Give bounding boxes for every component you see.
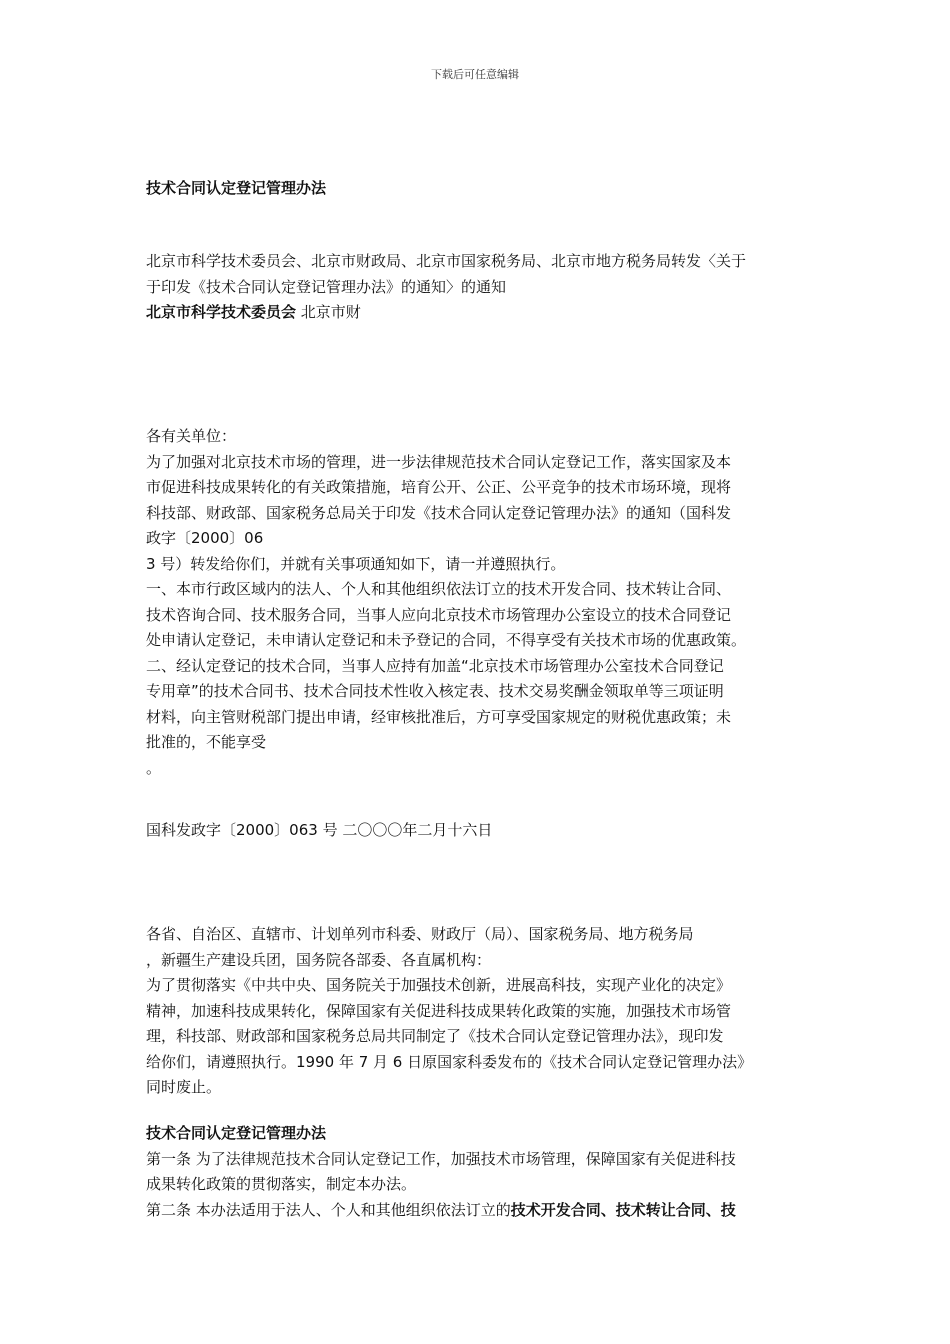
notice-body-line: 材料，向主管财税部门提出申请，经审核批准后，方可享受国家规定的财税优惠政策；未 <box>146 707 732 726</box>
notice-body-line: 政字〔2000〕06 <box>146 529 264 547</box>
notice-body-line: 市促进科技成果转化的有关政策措施，培育公开、公正、公平竞争的技术市场环境，现将 <box>146 478 732 496</box>
notice-body-line: 各有关单位： <box>146 427 237 445</box>
ministry-line: ，新疆生产建设兵团，国务院各部委、各直属机构： <box>146 950 492 969</box>
issuer-rest: 北京市财 <box>296 303 361 321</box>
notice-line: 北京市科学技术委员会、北京市财政局、北京市国家税务局、北京市地方税务局转发〈关于 <box>146 252 747 270</box>
notice-body-line: 为了加强对北京技术市场的管理，进一步法律规范技术合同认定登记工作，落实国家及本 <box>146 452 732 471</box>
document-number: 国科发政字〔2000〕063 号 二〇〇〇年二月十六日 <box>146 821 493 839</box>
notice-body-line: 技术咨询合同、技术服务合同，当事人应向北京技术市场管理办公室设立的技术合同登记 <box>146 605 732 624</box>
notice-body-line: 二、经认定登记的技术合同，当事人应持有加盖“北京技术市场管理办公室技术合同登记 <box>146 656 724 675</box>
article-line <box>146 1198 810 1224</box>
forwarding-notice <box>146 424 810 781</box>
notice-body-line: 。 <box>146 758 162 777</box>
page-header: 下载后可任意编辑 <box>431 68 519 81</box>
ministry-line: 给你们，请遵照执行。1990 年 7 月 6 日原国家科委发布的《技术合同认定登记管理办法》 <box>146 1052 753 1071</box>
article2-text: 第二条 本办法适用于法人、个人和其他组织依法订立的 <box>146 1200 511 1219</box>
issuer-bold: 北京市科学技术委员会 <box>146 303 297 321</box>
article-line: 第一条 为了法律规范技术合同认定登记工作，加强技术市场管理，保障国家有关促进科技 <box>146 1149 736 1168</box>
regulation-title: 技术合同认定登记管理办法 <box>146 1124 327 1142</box>
ministry-line: 理，科技部、财政部和国家税务总局共同制定了《技术合同认定登记管理办法》，现印发 <box>146 1027 724 1045</box>
document-title: 技术合同认定登记管理办法 <box>146 179 327 197</box>
ministry-notice <box>146 922 810 1101</box>
ministry-line: 各省、自治区、直辖市、计划单列市科委、财政厅（局）、国家税务局、地方税务局 <box>146 925 694 943</box>
notice-body-line: 处申请认定登记，未申请认定登记和未予登记的合同，不得享受有关技术市场的优惠政策。 <box>146 631 747 649</box>
notice-body-line: 3 号）转发给你们，并就有关事项通知如下，请一并遵照执行。 <box>146 554 566 573</box>
notice-heading <box>146 249 810 326</box>
issuer-line <box>146 300 810 326</box>
notice-line: 于印发《技术合同认定登记管理办法》的通知〉的通知 <box>146 277 507 296</box>
ministry-line: 同时废止。 <box>146 1078 222 1096</box>
notice-body-line: 一、本市行政区域内的法人、个人和其他组织依法订立的技术开发合同、技术转让合同、 <box>146 580 732 598</box>
notice-body-line: 专用章”的技术合同书、技术合同技术性收入核定表、技术交易奖酬金领取单等三项证明 <box>146 682 724 700</box>
notice-body-line: 批准的，不能享受 <box>146 733 267 751</box>
regulation-text <box>146 1121 810 1223</box>
article2-bold: 技术开发合同、技术转让合同、技 <box>510 1200 736 1219</box>
article-line: 成果转化政策的贯彻落实，制定本办法。 <box>146 1175 417 1193</box>
ministry-line: 为了贯彻落实《中共中央、国务院关于加强技术创新，进展高科技，实现产业化的决定》 <box>146 976 732 994</box>
notice-body-line: 科技部、财政部、国家税务总局关于印发《技术合同认定登记管理办法》的通知（国科发 <box>146 503 732 522</box>
ministry-line: 精神，加速科技成果转化，保障国家有关促进科技成果转化政策的实施，加强技术市场管 <box>146 1001 732 1020</box>
